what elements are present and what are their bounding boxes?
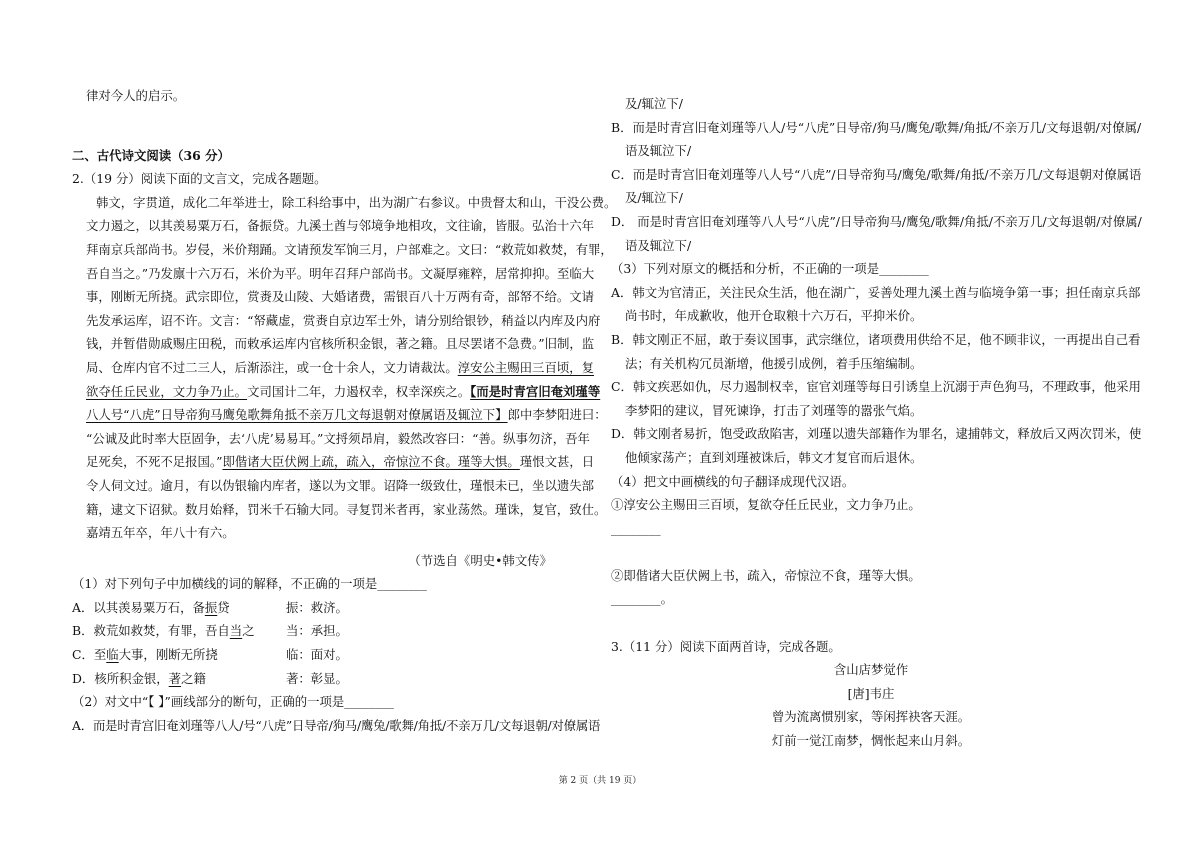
passage-line xyxy=(72,380,601,404)
underlined-sentence-1: 淳安公主赐田三百顷，复 xyxy=(457,359,595,375)
passage-line: 吾自当之。”乃发廪十六万石，米价为平。明年召拜户部尚书。文凝厚雍粹，居常抑抑。至临大 xyxy=(86,265,595,281)
q2-option-c-cont: 及/辄泣下/ xyxy=(625,190,683,206)
option-d: D．核所积金银，著之籍 著：彰显。 xyxy=(72,667,552,691)
q4-sentence-1: ①淳安公主赐田三百顷，复欲夺任丘民业，文力争乃止。 xyxy=(611,497,921,513)
passage-line: 事，刚断无所挠。武宗即位，赏赉及山陵、大婚诸费，需银百八十万两有奇，部帑不给。文请 xyxy=(86,289,595,305)
passage-line: 文力遏之，以其羡易粟万石，备振贷。九溪土酋与邻境争地相攻，文往谕，皆服。弘治十六年 xyxy=(86,218,595,234)
q2-option-d-cont: 语及辄泣下/ xyxy=(625,237,692,253)
passage-line: 先发承运库，诏不许。文言：“帑藏虚，赏赉自京边军士外，请分别给银钞，稍益以内库及内府 xyxy=(86,312,601,328)
passage-line: 钱，并暂借勋戚赐庄田税，而敕承运库内官核所积金银，著之籍。且尽罢诸不急费。”旧制，监 xyxy=(86,336,595,352)
passage-text: 瑾恨文甚，日 xyxy=(519,454,595,470)
passage-line: “公诚及此时率大臣固争，去‘八虎’易易耳。”文捋须昂肩，毅然改容曰：“善。纵事勿济，吾年 xyxy=(86,430,590,446)
q2-option-d: D． 而是时青宫旧奄刘瑾等八人号“八虎”/日导帝狗马/鹰兔/歌舞/角抵/不亲万几/文每退朝/对僚属/ xyxy=(611,213,1142,229)
poem-line: 灯前一觉江南梦，惆怅起来山月斜。 xyxy=(771,733,971,749)
q4-answer-blank-2: ________。 xyxy=(611,591,673,607)
question-3-intro: 3.（11 分）阅读下面两首诗，完成各题。 xyxy=(611,638,841,654)
q3-option-a-cont: 尚书时，年成歉收，他开仓取粮十六万石，平抑米价。 xyxy=(625,308,923,324)
passage-text: 文司国计二年，力遏权幸，权幸深疾之。 xyxy=(247,383,471,399)
option-c: C．至临大事，刚断无所挠 临：面对。 xyxy=(72,643,552,667)
right-column xyxy=(611,92,1142,753)
bracketed-sentence: 八人号“八虎”日导帝狗马鹰兔歌舞角抵不亲万几文每退朝对僚属语及辄泣下】 xyxy=(86,407,508,423)
q2-option-b-cont: 语及辄泣下/ xyxy=(625,143,692,159)
q2-option-a-cont: 及/辄泣下/ xyxy=(625,96,683,111)
page-footer: 第 2 页（共 19 页） xyxy=(558,776,642,786)
option-answer: 当：承担。 xyxy=(286,623,348,639)
question-3: （3）下列对原文的概括和分析，不正确的一项是________ xyxy=(611,261,929,277)
q3-option-b: B．韩文刚正不屈，敢于奏议国事，武宗继位，诸项费用供给不足，他不顾非议，一再提出自己看 xyxy=(611,331,1141,347)
passage-source: （节选自《明史•韩文传》 xyxy=(408,552,552,568)
question-4: （4）把文中画横线的句子翻译成现代汉语。 xyxy=(611,473,855,489)
prev-question-tail: 律对今人的启示。 xyxy=(86,88,186,103)
q3-option-c: C．韩文疾恶如仇，尽力遏制权幸，宦官刘瑾等每日引诱皇上沉溺于声色狗马，不理政事，他采用 xyxy=(611,379,1141,395)
option-a: A．以其羡易粟万石，备振贷 振：救济。 xyxy=(72,596,552,620)
q2-option-c: C．而是时青宫旧奄刘瑾等八人号“八虎”/日导帝狗马/鹰兔/歌舞/角抵/不亲万几/文每退朝对僚属语 xyxy=(611,166,1142,182)
passage-text: 足死矣，不死不足报国。” xyxy=(86,454,223,470)
option-b: B．救荒如救焚，有罪，吾自当之 当：承担。 xyxy=(72,619,552,643)
q3-option-b-cont: 法；有关机构冗员渐增，他援引成例，着手压缩编制。 xyxy=(625,355,923,371)
question-1: （1）对下列句子中加横线的词的解释，不正确的一项是________ xyxy=(72,576,427,592)
q3-option-c-cont: 李梦阳的建议，冒死谏诤，打击了刘瑾等的嚣张气焰。 xyxy=(625,402,923,418)
q2-option-a: A．而是时青宫旧奄刘瑾等八人/号“八虎”日导帝/狗马/鹰兔/歌舞/角抵/不亲万几/文每退朝/对僚属语 xyxy=(72,717,601,733)
underlined-sentence-2: 即偕诸大臣伏阙上疏，疏入，帝惊泣不食。瑾等大惧。 xyxy=(222,454,520,470)
poem-author: [唐]韦庄 xyxy=(847,685,895,701)
passage-line: 令人伺文过。逾月，有以伪银输内库者，遂以为文罪。诏降一级致仕，瑾恨未已，坐以遗失部 xyxy=(86,477,595,493)
passage-line: 嘉靖五年卒，年八十有六。 xyxy=(86,525,235,541)
q4-answer-blank-1: ________ xyxy=(611,520,661,536)
passage-line xyxy=(72,356,595,380)
left-column xyxy=(72,84,617,737)
bracketed-sentence: 【而是时青宫旧奄刘瑾等 xyxy=(470,383,601,399)
q3-option-d: D．韩文刚者易折，饱受政敌陷害，刘瑾以遗失部籍作为罪名，逮捕韩文，释放后又两次罚米，使 xyxy=(611,426,1142,442)
passage-line xyxy=(72,450,595,474)
option-answer: 著：彰显。 xyxy=(286,670,348,686)
passage-line xyxy=(72,403,607,427)
q3-option-a: A．韩文为官清正，关注民众生活，他在湖广，妥善处理九溪土酋与临境争第一事；担任南京兵部 xyxy=(611,284,1141,300)
underlined-sentence-1: 欲夺任丘民业，文力争乃止。 xyxy=(86,383,248,399)
question-2: （2）对文中“【 】”画线部分的断句，正确的一项是________ xyxy=(72,694,394,710)
passage-line: 韩文，字贯道，成化二年举进士，除工科给事中，出为湖广右参议。中贵督太和山，干没公费。 xyxy=(96,194,617,210)
passage-text: 郎中李梦阳进曰： xyxy=(507,407,607,423)
passage-text: 局、仓库内官不过二三人，后渐添注，或一仓十余人，文力请裁汰。 xyxy=(86,359,458,375)
passage-line: 籍，逮文下诏狱。数月始释，罚米千石输大同。寻复罚米者再，家业荡然。瑾诛，复官，致仕。 xyxy=(86,501,607,517)
q4-sentence-2: ②即偕诸大臣伏阙上书，疏入，帝惊泣不食，瑾等大惧。 xyxy=(611,567,921,583)
poem-title: 含山店梦觉作 xyxy=(833,662,909,678)
poem-line: 曾为流离惯别家，等闲挥袂客天涯。 xyxy=(771,709,971,725)
section-title: 二、古代诗文阅读（36 分） xyxy=(72,147,230,163)
passage-line: 拜南京兵部尚书。岁侵，米价翔踊。文请预发军饷三月，户部难之。文曰：“救荒如救焚，有罪， xyxy=(86,241,613,257)
option-answer: 临：面对。 xyxy=(286,647,348,663)
option-answer: 振：救济。 xyxy=(286,599,348,615)
q3-option-d-cont: 他倾家荡产；直到刘瑾被诛后，韩文才复官而后退休。 xyxy=(625,449,923,465)
q2-option-b: B．而是时青宫旧奄刘瑾等八人/号“八虎”日导帝/狗马/鹰兔/歌舞/角抵/不亲万几/文每退朝/对僚属/ xyxy=(611,119,1142,135)
question-2-intro: 2.（19 分）阅读下面的文言文，完成各题题。 xyxy=(72,171,327,187)
